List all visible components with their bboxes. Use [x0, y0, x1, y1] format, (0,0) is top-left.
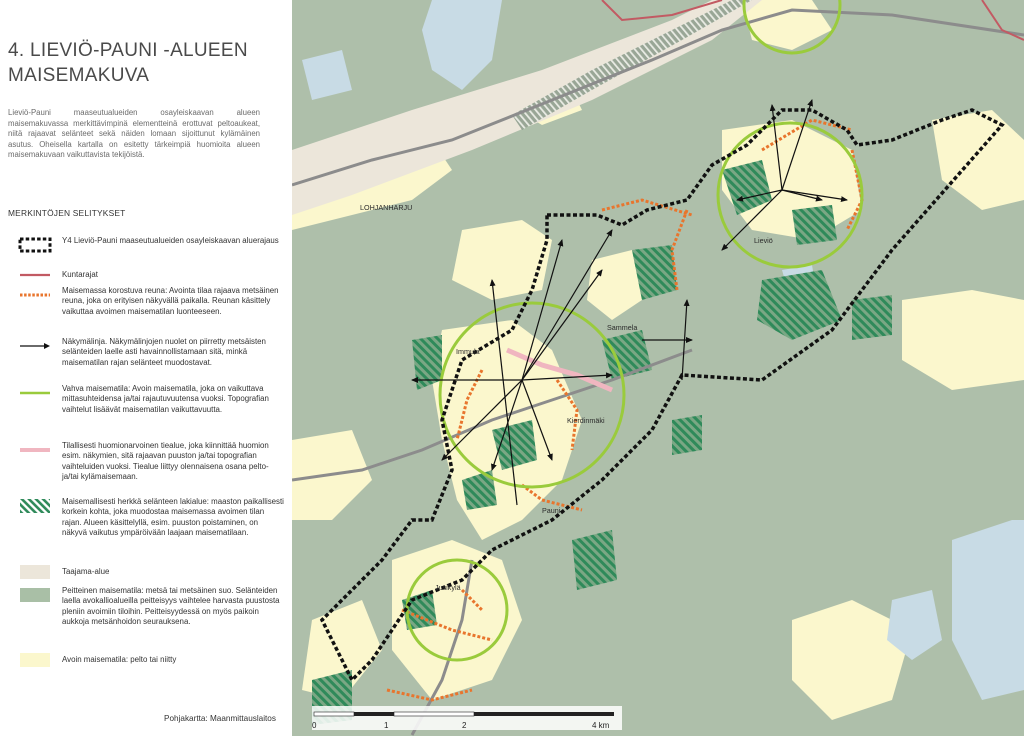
place-jusikyla: Jusikylä	[435, 583, 461, 592]
prominent-edge-symbol	[18, 286, 52, 304]
legend-label-open: Avoin maisematila: pelto tai niitty	[62, 655, 177, 664]
page-title	[8, 38, 288, 88]
legend-label-edge: Maisemassa korostuva reuna: Avointa tilaa rajaava metsäinen reuna, joka on erityisen näkyvällä paikalla. Reunan käsittely vaikuttaa avoimen maisematilan luonteeseen.	[62, 286, 279, 316]
scale-bar	[312, 706, 622, 730]
landscape-map	[292, 0, 1024, 736]
page-title-line-1: 4. LIEVIÖ-PAUNI -ALUEEN	[8, 40, 248, 61]
basemap-credit: Pohjakartta: Maanmittauslaitos	[164, 714, 276, 723]
place-immula: Immula	[456, 347, 480, 356]
page-title-line-2: MAISEMAKUVA	[8, 65, 150, 86]
legend-label-viewline: Näkymälinja. Näkymälinjojen nuolet on piirretty metsäisten selänteiden laelle asti havainnollistamaan sitä, minkä maisematilan rajan selänteet muodostavat.	[62, 337, 266, 367]
legend-label-boundary: Y4 Lieviö-Pauni maaseutualueiden osayleiskaavan aluerajaus	[62, 236, 279, 245]
municipal-border-symbol	[18, 266, 52, 284]
boundary-symbol	[18, 236, 52, 254]
place-lohjanharju: LOHJANHARJU	[360, 203, 413, 212]
place-sammela: Sammela	[607, 323, 638, 332]
closed-space-swatch	[18, 586, 52, 604]
legend-label-municipal: Kuntarajat	[62, 270, 98, 279]
place-pauni: Pauni	[542, 506, 561, 515]
strong-space-symbol	[18, 384, 52, 402]
ridge-hatch-symbol	[18, 497, 52, 515]
legend-label-road: Tilallisesti huomionarvoinen tiealue, joka kiinnittää huomion esim. näkymien, sitä rajaavan puuston ja/tai topografian vaihteluiden vuoksi. Tiealue liittyy olennaisena osana pelto- ja/tai kylämaisemaan.	[62, 441, 269, 482]
urban-area-swatch	[18, 563, 52, 581]
scale-label-2: 2	[462, 721, 467, 730]
legend-label-closed: Peitteinen maisematila: metsä tai metsäinen suo. Selänteiden laella avokallioalueilla peitteisyys vaihtelee harvasta puustosta pleniin avoimiin tiloihin. Peitteisyydessä on myös paikoin aukkoja metsänhoidon seurauksena.	[62, 586, 280, 627]
map-canvas	[292, 0, 1024, 736]
legend-panel	[0, 0, 292, 736]
scale-label-4km: 4 km	[592, 721, 610, 730]
open-space-swatch	[18, 651, 52, 669]
legend-label-urban: Taajama-alue	[62, 567, 110, 576]
intro-text: Lieviö-Pauni maaseutualueiden osayleiskaavan alueen maisemakuvassa merkittävimpinä elementteinä erottuvat peltoaukeat, niitä rajaavat selänteet sekä näiden lomaan sijoittunut kylämäinen asutus. Oheisella kartalla on esitetty tärkeimpiä huomioita alueen maisemakuvaan vaikuttavista tekijöistä.	[8, 108, 260, 160]
scale-label-1: 1	[384, 721, 389, 730]
arrow-icon	[18, 337, 52, 355]
place-kierdinmaki: Kierdinmäki	[567, 416, 605, 425]
legend-heading: MERKINTÖJEN SELITYKSET	[8, 208, 126, 218]
scale-label-0: 0	[312, 721, 317, 730]
notable-road-symbol	[18, 441, 52, 459]
legend-label-ridge: Maisemallisesti herkkä selänteen lakialue: maaston paikallisesti korkein kohta, joka muodostaa maisemassa avoimen tilan rajan. Alueen käsittelyllä, esim. puuston poistaminen, on näkyvä vaikutus ympäröivään laajaan maisematilaan.	[62, 497, 284, 538]
place-lievio: Lieviö	[754, 236, 773, 245]
legend-label-strong-space: Vahva maisematila: Avoin maisematila, joka on vaikuttava mittasuhteidensa ja/tai rajautuvuutensa vuoksi. Topografian vaihtelut lisäävät maisematilan vaikuttavuutta.	[62, 384, 269, 414]
